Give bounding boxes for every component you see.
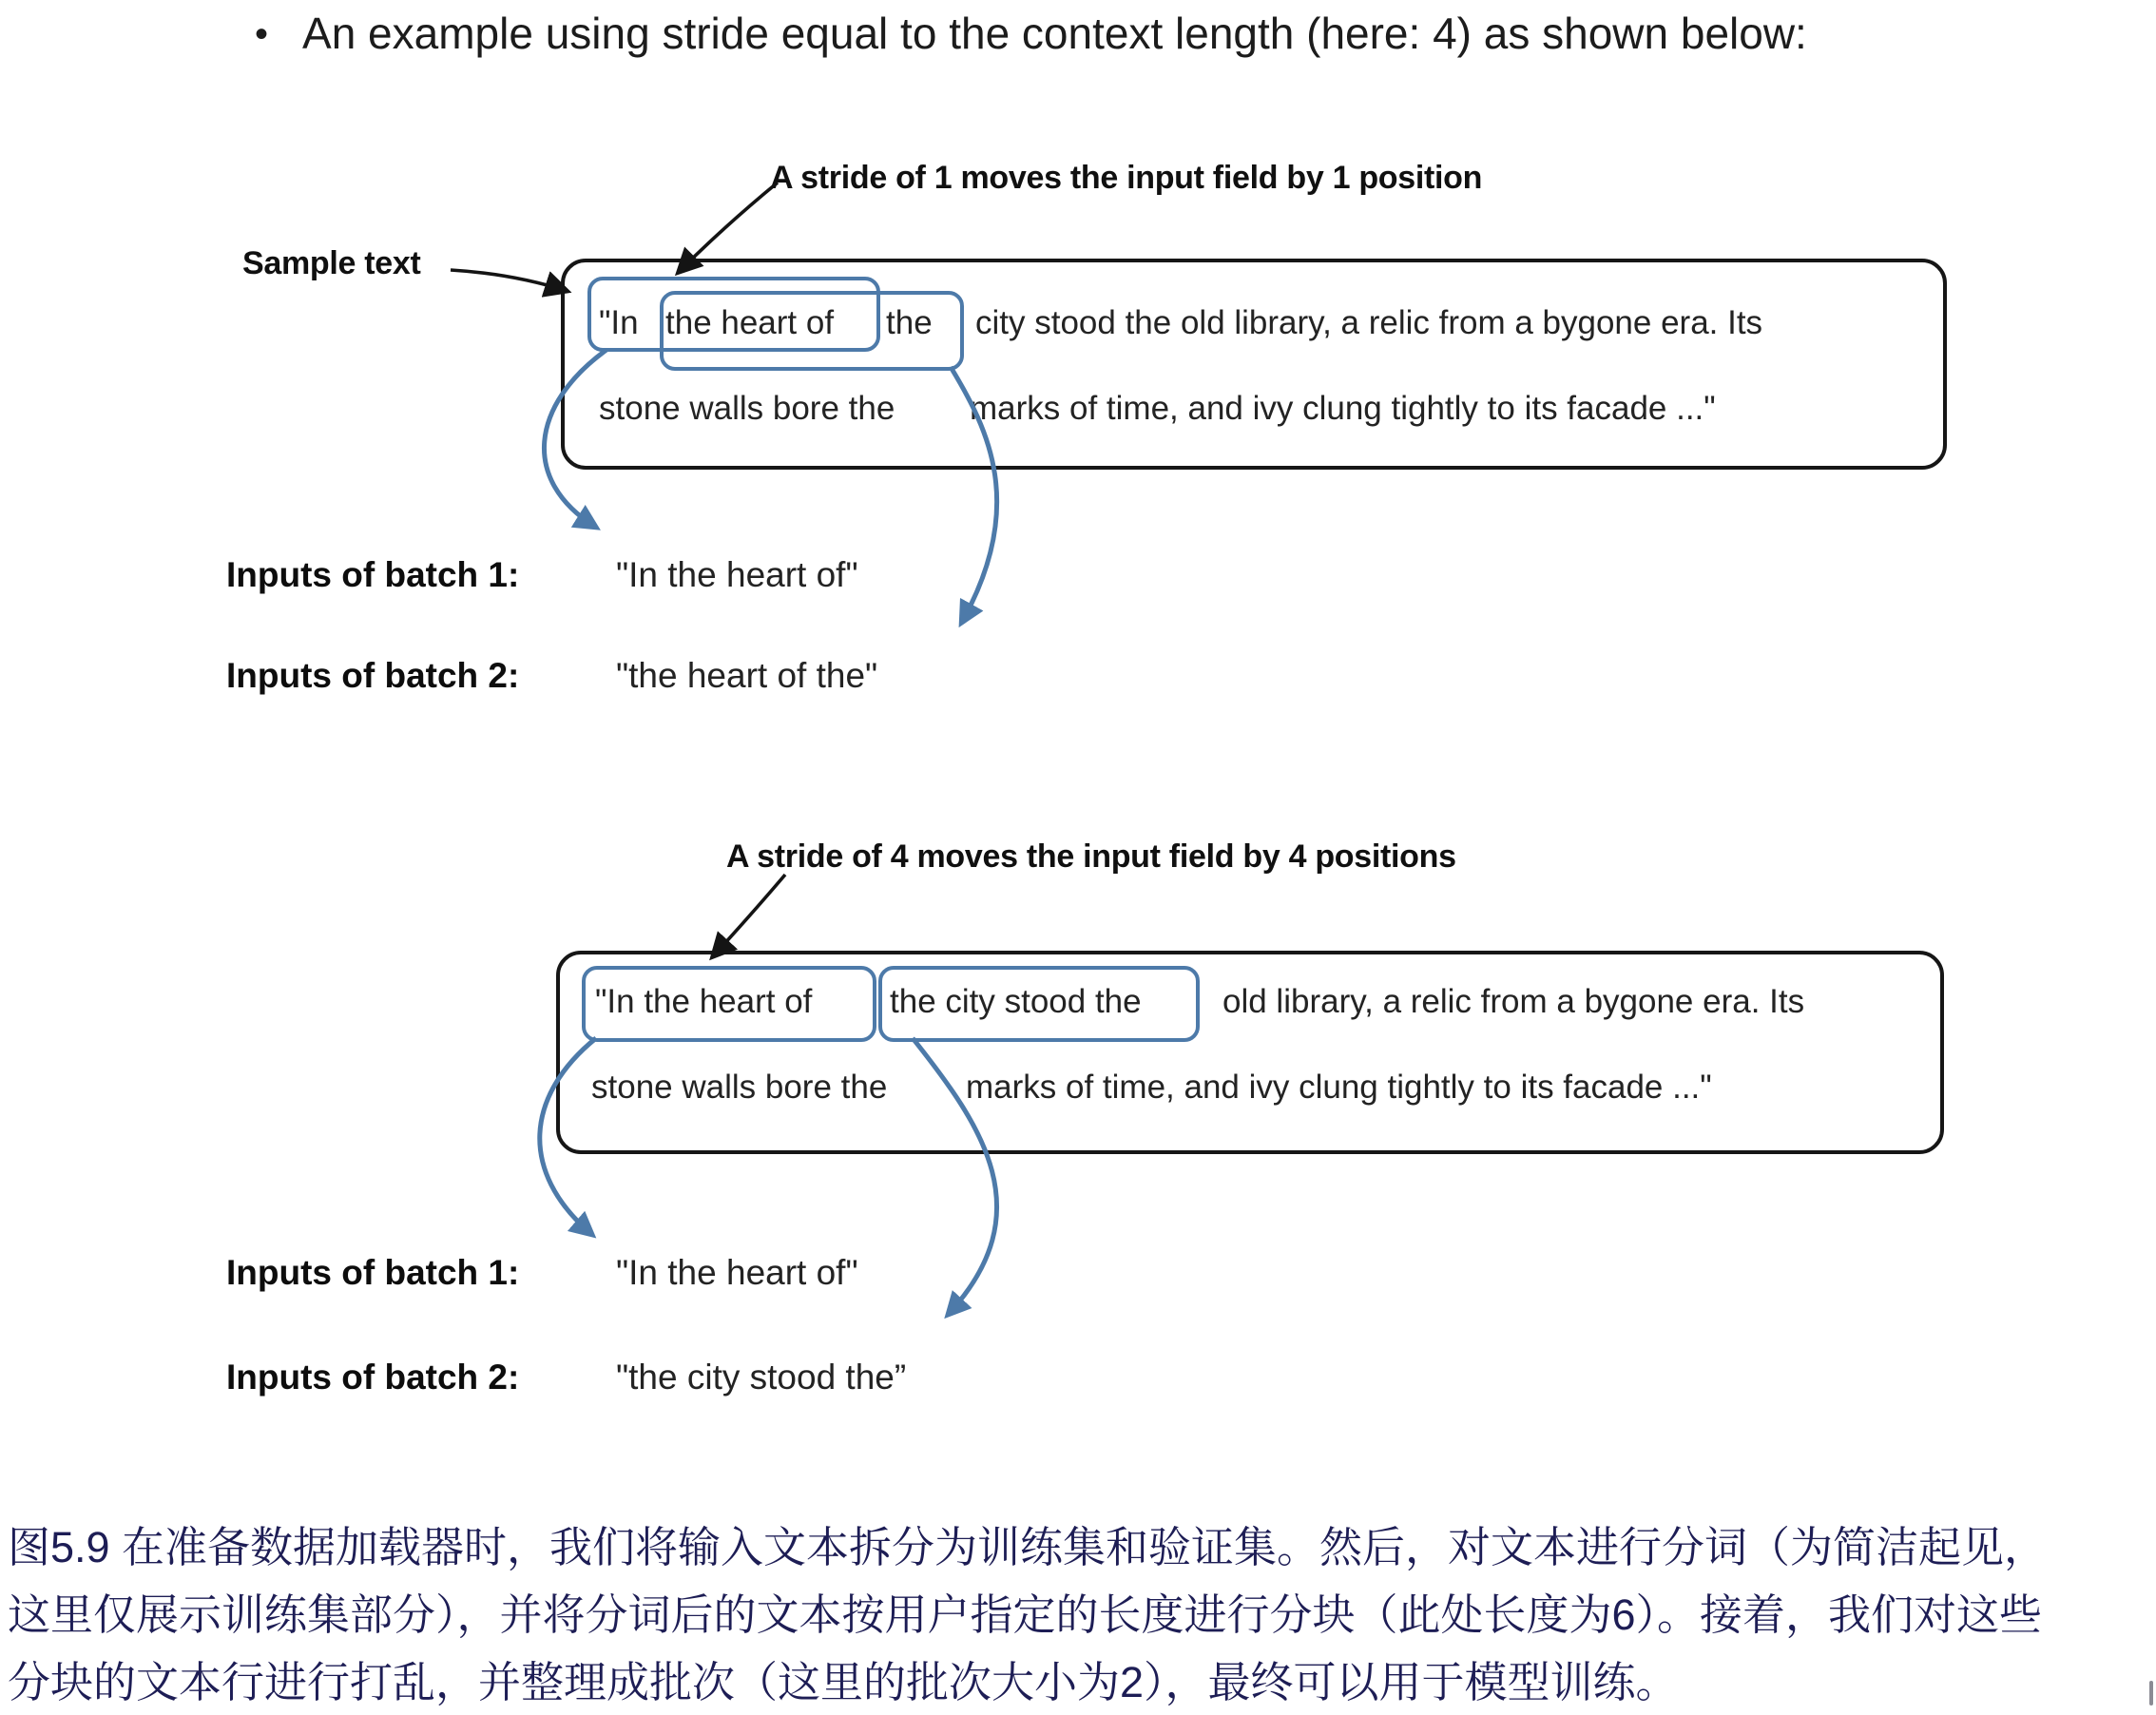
stride1-line1-seg2: the heart of xyxy=(665,304,835,341)
stride4-line2-seg2: marks of time, and ivy clung tightly to its facade ..." xyxy=(966,1069,1712,1106)
stride4-window2-box xyxy=(878,966,1200,1042)
caption-line-1: 图5.9 在准备数据加载器时，我们将输入文本拆分为训练集和验证集。然后，对文本进行分词（为简洁起见， xyxy=(8,1523,2048,1571)
caption-line-2: 这里仅展示训练集部分），并将分词后的文本按用户指定的长度进行分块（此处长度为6）。接着，我们对这些 xyxy=(8,1590,2043,1639)
caption-line-3: 分块的文本行进行打乱，并整理成批次（这里的批次大小为2），最终可以用于模型训练。 xyxy=(8,1658,1679,1706)
stride4-batch1-label: Inputs of batch 1: xyxy=(226,1253,520,1292)
stride1-batch1-value: "In the heart of" xyxy=(616,555,858,594)
stride1-header: A stride of 1 moves the input field by 1 position xyxy=(770,160,1483,196)
stride4-batch2-value: "the city stood the” xyxy=(616,1358,907,1397)
stride4-line1-seg2: the city stood the xyxy=(890,983,1142,1020)
stride4-batch1-value: "In the heart of" xyxy=(616,1253,858,1292)
stride4-batch2-label: Inputs of batch 2: xyxy=(226,1358,520,1397)
stride1-line2-seg1: stone walls bore the xyxy=(599,390,895,427)
stride1-batch1-label: Inputs of batch 1: xyxy=(226,555,520,594)
bullet-text: An example using stride equal to the context length (here: 4) as shown below: xyxy=(302,9,1807,58)
stride1-line1-seg1: "In xyxy=(599,304,639,341)
sample-text-pointer-arrow xyxy=(451,270,567,291)
stride1-line2-seg2: marks of time, and ivy clung tightly to its facade ..." xyxy=(970,390,1716,427)
stride4-line1-seg1: "In the heart of xyxy=(595,983,813,1020)
stride4-line2-seg1: stone walls bore the xyxy=(591,1069,888,1106)
stride1-batch2-value: "the heart of the" xyxy=(616,656,878,695)
stride1-window2-box xyxy=(660,291,964,371)
sample-text-label: Sample text xyxy=(242,245,421,281)
stride4-header: A stride of 4 moves the input field by 4 positions xyxy=(726,838,1456,875)
figure-caption xyxy=(8,1513,2047,1715)
edge-artifact-mark xyxy=(2149,1681,2153,1705)
stride4-window1-box xyxy=(582,966,876,1042)
bullet-icon: • xyxy=(255,13,269,55)
stride4-header-pointer-arrow xyxy=(713,875,785,956)
stride1-line1-seg4: city stood the old library, a relic from a bygone era. Its xyxy=(975,304,1763,341)
stride1-line1-seg3: the xyxy=(886,304,933,341)
bullet-line xyxy=(255,8,1807,61)
stride4-line1-seg3: old library, a relic from a bygone era. Its xyxy=(1222,983,1805,1020)
stride1-batch2-label: Inputs of batch 2: xyxy=(226,656,520,695)
